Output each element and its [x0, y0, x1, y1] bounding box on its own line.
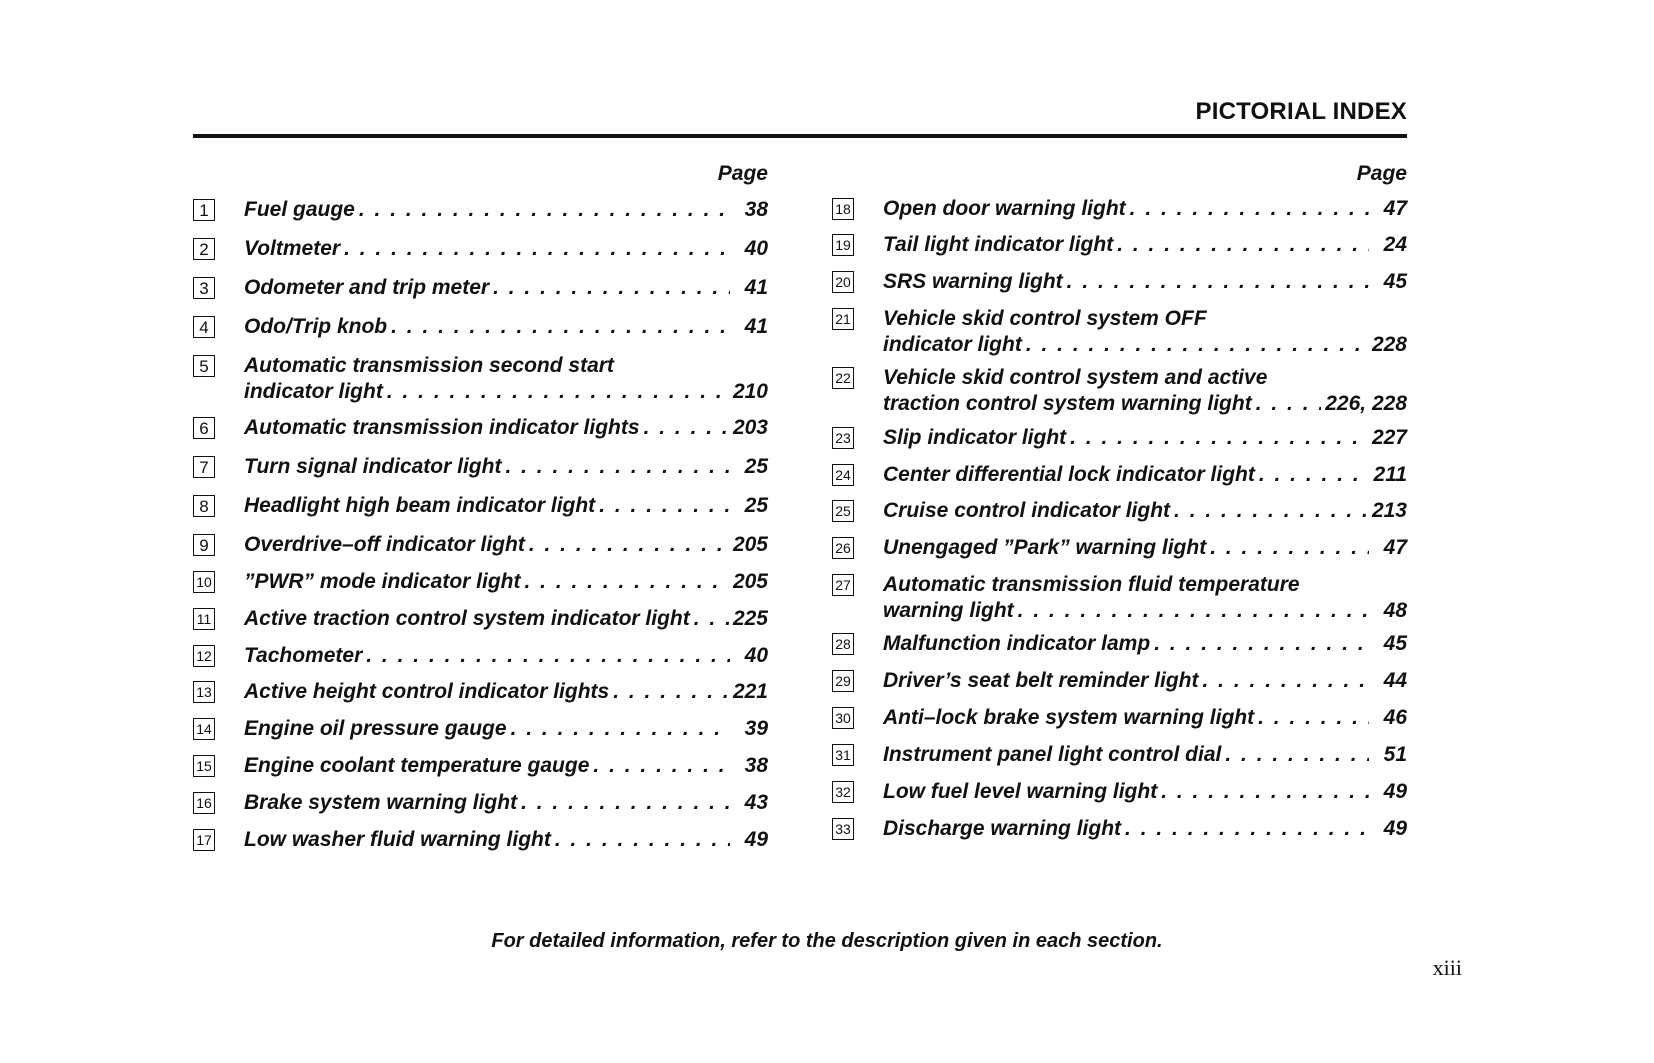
item-number-box: 10 — [193, 571, 215, 593]
entry-label: Malfunction indicator lamp — [883, 632, 1151, 655]
entry-text — [244, 493, 768, 519]
page-reference: 43 — [744, 791, 768, 814]
page-reference: 49 — [1383, 780, 1407, 803]
entry-label: Cruise control indicator light — [883, 499, 1171, 522]
item-number-box: 29 — [832, 670, 854, 692]
item-number-box: 19 — [832, 234, 854, 256]
entry-label: Vehicle skid control system and active — [883, 366, 1268, 389]
dot-leader — [1210, 535, 1369, 561]
entry-line — [883, 306, 1407, 332]
dot-leader — [1125, 816, 1369, 842]
index-entry — [193, 353, 768, 405]
page-reference: 49 — [744, 828, 768, 851]
dot-leader — [1174, 498, 1368, 524]
entry-text — [244, 643, 768, 669]
entry-label: Automatic transmission indicator lights — [244, 416, 640, 439]
dot-leader — [391, 314, 730, 340]
entry-line — [244, 716, 768, 742]
dot-leader — [1018, 598, 1369, 624]
entry-line — [244, 606, 768, 632]
entry-text — [883, 269, 1407, 295]
entry-label: indicator light — [883, 333, 1022, 356]
index-entry — [832, 631, 1407, 657]
item-number-box: 11 — [193, 608, 215, 630]
entry-line — [883, 631, 1407, 657]
entry-label: Tail light indicator light — [883, 233, 1114, 256]
entry-line — [244, 275, 768, 301]
index-entry — [193, 236, 768, 262]
entry-line — [883, 332, 1407, 358]
index-entry — [193, 790, 768, 816]
entry-text — [244, 532, 768, 558]
entry-label: Fuel gauge — [244, 198, 355, 221]
entry-text — [244, 679, 768, 705]
entry-line — [883, 668, 1407, 694]
index-entry — [193, 314, 768, 340]
entry-text — [883, 306, 1407, 358]
entry-label: warning light — [883, 599, 1014, 622]
entry-label: Engine coolant temperature gauge — [244, 754, 590, 777]
item-number-box: 28 — [832, 633, 854, 655]
page-reference: 45 — [1383, 632, 1407, 655]
entry-label: Engine oil pressure gauge — [244, 717, 507, 740]
index-entry — [193, 197, 768, 223]
dot-leader — [525, 569, 729, 595]
entry-label: Automatic transmission fluid temperature — [883, 573, 1300, 596]
entry-label: Tachometer — [244, 644, 363, 667]
index-entry — [832, 816, 1407, 842]
dot-leader — [599, 493, 730, 519]
entry-line — [244, 314, 768, 340]
entry-line — [883, 742, 1407, 768]
page-reference: 41 — [744, 315, 768, 338]
entry-text — [883, 535, 1407, 561]
entry-text — [883, 742, 1407, 768]
entry-line — [883, 598, 1407, 624]
dot-leader — [1256, 391, 1322, 417]
entry-label: ”PWR” mode indicator light — [244, 570, 521, 593]
entry-label: Overdrive–off indicator light — [244, 533, 525, 556]
entry-label: indicator light — [244, 380, 383, 403]
dot-leader — [529, 532, 729, 558]
page-reference: 38 — [744, 754, 768, 777]
entry-text — [883, 631, 1407, 657]
entry-label: Anti–lock brake system warning light — [883, 706, 1255, 729]
entry-label: Automatic transmission second start — [244, 354, 614, 377]
index-entry — [193, 569, 768, 595]
entry-line — [244, 532, 768, 558]
entry-line — [883, 365, 1407, 391]
item-number-box: 2 — [193, 238, 215, 260]
page-reference: 44 — [1383, 669, 1407, 692]
index-entry — [832, 779, 1407, 805]
entry-text — [244, 606, 768, 632]
entry-text — [244, 236, 768, 262]
item-number-box: 22 — [832, 367, 854, 389]
dot-leader — [644, 415, 729, 441]
index-entry — [832, 498, 1407, 524]
entry-text — [883, 365, 1407, 417]
index-entry — [832, 462, 1407, 488]
page-reference: 51 — [1383, 743, 1407, 766]
dot-leader — [1130, 196, 1369, 222]
index-entry — [832, 425, 1407, 451]
entry-text — [883, 498, 1407, 524]
dot-leader — [593, 753, 730, 779]
page-reference: 38 — [744, 198, 768, 221]
index-entry — [193, 532, 768, 558]
entry-line — [244, 790, 768, 816]
entry-text — [244, 353, 768, 405]
entry-label: Unengaged ”Park” warning light — [883, 536, 1207, 559]
dot-leader — [387, 379, 729, 405]
entry-text — [244, 569, 768, 595]
entry-line — [244, 753, 768, 779]
item-number-box: 31 — [832, 744, 854, 766]
entry-label: Turn signal indicator light — [244, 455, 502, 478]
entry-label: traction control system warning light — [883, 392, 1252, 415]
dot-leader — [1067, 269, 1369, 295]
page-title: PICTORIAL INDEX — [1195, 98, 1407, 125]
page-number: xiii — [1432, 955, 1462, 980]
entry-line — [244, 379, 768, 405]
entry-line — [244, 493, 768, 519]
entry-text — [883, 705, 1407, 731]
entry-line — [883, 425, 1407, 451]
item-number-box: 20 — [832, 271, 854, 293]
entry-label: Headlight high beam indicator light — [244, 494, 596, 517]
entry-label: Driver’s seat belt reminder light — [883, 669, 1199, 692]
index-entry — [832, 572, 1407, 624]
entry-label: Vehicle skid control system OFF — [883, 307, 1207, 330]
page-reference: 227 — [1371, 426, 1407, 449]
entry-label: Odo/Trip knob — [244, 315, 388, 338]
entry-line — [883, 269, 1407, 295]
index-entry — [832, 668, 1407, 694]
item-number-box: 4 — [193, 316, 215, 338]
entry-text — [244, 753, 768, 779]
entry-line — [244, 679, 768, 705]
index-entry — [193, 827, 768, 853]
dot-leader — [359, 197, 730, 223]
entry-text — [244, 716, 768, 742]
dot-leader — [613, 679, 729, 705]
item-number-box: 14 — [193, 718, 215, 740]
index-entry — [832, 742, 1407, 768]
entry-line — [244, 197, 768, 223]
entry-text — [883, 668, 1407, 694]
page-reference: 48 — [1383, 599, 1407, 622]
item-number-box: 9 — [193, 534, 215, 556]
entry-line — [883, 535, 1407, 561]
dot-leader — [1070, 425, 1368, 451]
dot-leader — [1026, 332, 1368, 358]
entry-line — [883, 232, 1407, 258]
item-number-box: 25 — [832, 500, 854, 522]
item-number-box: 15 — [193, 755, 215, 777]
item-number-box: 7 — [193, 456, 215, 478]
dot-leader — [1117, 232, 1369, 258]
item-number-box: 13 — [193, 681, 215, 703]
entry-line — [883, 391, 1407, 417]
index-entry — [193, 753, 768, 779]
entry-line — [244, 236, 768, 262]
entry-text — [883, 232, 1407, 258]
entry-text — [244, 415, 768, 441]
entry-line — [244, 827, 768, 853]
item-number-box: 5 — [193, 355, 215, 377]
page-reference: 210 — [732, 380, 768, 403]
index-entry — [193, 716, 768, 742]
page-reference: 203 — [732, 416, 768, 439]
dot-leader — [1161, 779, 1369, 805]
page-reference: 25 — [744, 494, 768, 517]
index-entry — [193, 415, 768, 441]
entry-label: Center differential lock indicator light — [883, 463, 1255, 486]
entry-line — [883, 816, 1407, 842]
item-number-box: 30 — [832, 707, 854, 729]
item-number-box: 12 — [193, 645, 215, 667]
dot-leader — [1259, 462, 1369, 488]
page-reference: 40 — [744, 237, 768, 260]
item-number-box: 26 — [832, 537, 854, 559]
dot-leader — [555, 827, 730, 853]
page-reference: 205 — [732, 533, 768, 556]
page-reference: 40 — [744, 644, 768, 667]
entry-label: Voltmeter — [244, 237, 341, 260]
entry-label: Slip indicator light — [883, 426, 1067, 449]
footer-note: For detailed information, refer to the description given in each section. — [491, 930, 1163, 952]
entry-text — [883, 572, 1407, 624]
entry-line — [883, 462, 1407, 488]
item-number-box: 16 — [193, 792, 215, 814]
dot-leader — [366, 643, 730, 669]
index-entry — [832, 196, 1407, 222]
item-number-box: 3 — [193, 277, 215, 299]
page-reference: 228 — [1371, 333, 1407, 356]
item-number-box: 8 — [193, 495, 215, 517]
index-entry — [193, 606, 768, 632]
entry-label: Low washer fluid warning light — [244, 828, 551, 851]
page-reference: 41 — [744, 276, 768, 299]
entry-line — [244, 415, 768, 441]
entry-text — [244, 454, 768, 480]
page-reference: 24 — [1383, 233, 1407, 256]
dot-leader — [1203, 668, 1369, 694]
page-reference: 225 — [732, 607, 768, 630]
dot-leader — [1154, 631, 1369, 657]
entry-text — [883, 816, 1407, 842]
entry-text — [244, 275, 768, 301]
page-reference: 45 — [1383, 270, 1407, 293]
entry-text — [244, 197, 768, 223]
entry-label: Odometer and trip meter — [244, 276, 490, 299]
index-entry — [193, 275, 768, 301]
index-entry — [832, 306, 1407, 358]
entry-text — [883, 462, 1407, 488]
entry-text — [883, 196, 1407, 222]
page-reference: 25 — [744, 455, 768, 478]
entry-text — [883, 779, 1407, 805]
index-entry — [193, 454, 768, 480]
item-number-box: 6 — [193, 417, 215, 439]
page-reference: 46 — [1383, 706, 1407, 729]
entry-line — [883, 572, 1407, 598]
index-entry — [832, 535, 1407, 561]
page-reference: 211 — [1373, 463, 1407, 486]
item-number-box: 23 — [832, 427, 854, 449]
dot-leader — [505, 454, 730, 480]
index-entry — [193, 493, 768, 519]
entry-text — [244, 827, 768, 853]
item-number-box: 18 — [832, 198, 854, 220]
index-entry — [832, 705, 1407, 731]
dot-leader — [493, 275, 730, 301]
dot-leader — [511, 716, 730, 742]
item-number-box: 32 — [832, 781, 854, 803]
index-entry — [832, 269, 1407, 295]
page-reference: 49 — [1383, 817, 1407, 840]
dot-leader — [1225, 742, 1369, 768]
entry-text — [883, 425, 1407, 451]
index-entry — [832, 232, 1407, 258]
entry-line — [244, 454, 768, 480]
page-reference: 39 — [744, 717, 768, 740]
entry-line — [883, 498, 1407, 524]
entry-label: Open door warning light — [883, 197, 1126, 220]
entry-line — [244, 569, 768, 595]
entry-text — [244, 314, 768, 340]
item-number-box: 24 — [832, 464, 854, 486]
entry-line — [883, 705, 1407, 731]
index-entry — [193, 643, 768, 669]
entry-line — [883, 779, 1407, 805]
header-rule — [193, 134, 1407, 138]
entry-label: Discharge warning light — [883, 817, 1122, 840]
item-number-box: 17 — [193, 829, 215, 851]
item-number-box: 27 — [832, 574, 854, 596]
entry-line — [244, 643, 768, 669]
dot-leader — [521, 790, 730, 816]
entry-label: Brake system warning light — [244, 791, 518, 814]
dot-leader — [344, 236, 730, 262]
entry-line — [244, 353, 768, 379]
index-entry — [832, 365, 1407, 417]
index-entry — [193, 679, 768, 705]
page-reference: 221 — [732, 680, 768, 703]
item-number-box: 33 — [832, 818, 854, 840]
entry-line — [883, 196, 1407, 222]
entry-label: SRS warning light — [883, 270, 1063, 293]
item-number-box: 21 — [832, 308, 854, 330]
entry-label: Active height control indicator lights — [244, 680, 610, 703]
page-column-heading: Page — [717, 162, 768, 185]
entry-label: Instrument panel light control dial — [883, 743, 1222, 766]
page-reference: 47 — [1383, 536, 1407, 559]
entry-label: Active traction control system indicator light — [244, 607, 690, 630]
page-reference: 47 — [1383, 197, 1407, 220]
entry-label: Low fuel level warning light — [883, 780, 1158, 803]
page-reference: 213 — [1371, 499, 1407, 522]
entry-text — [244, 790, 768, 816]
dot-leader — [694, 606, 729, 632]
item-number-box: 1 — [193, 199, 215, 221]
page-reference: 205 — [732, 570, 768, 593]
page-column-heading: Page — [1356, 162, 1407, 185]
page-reference: 226, 228 — [1325, 392, 1407, 415]
dot-leader — [1258, 705, 1369, 731]
